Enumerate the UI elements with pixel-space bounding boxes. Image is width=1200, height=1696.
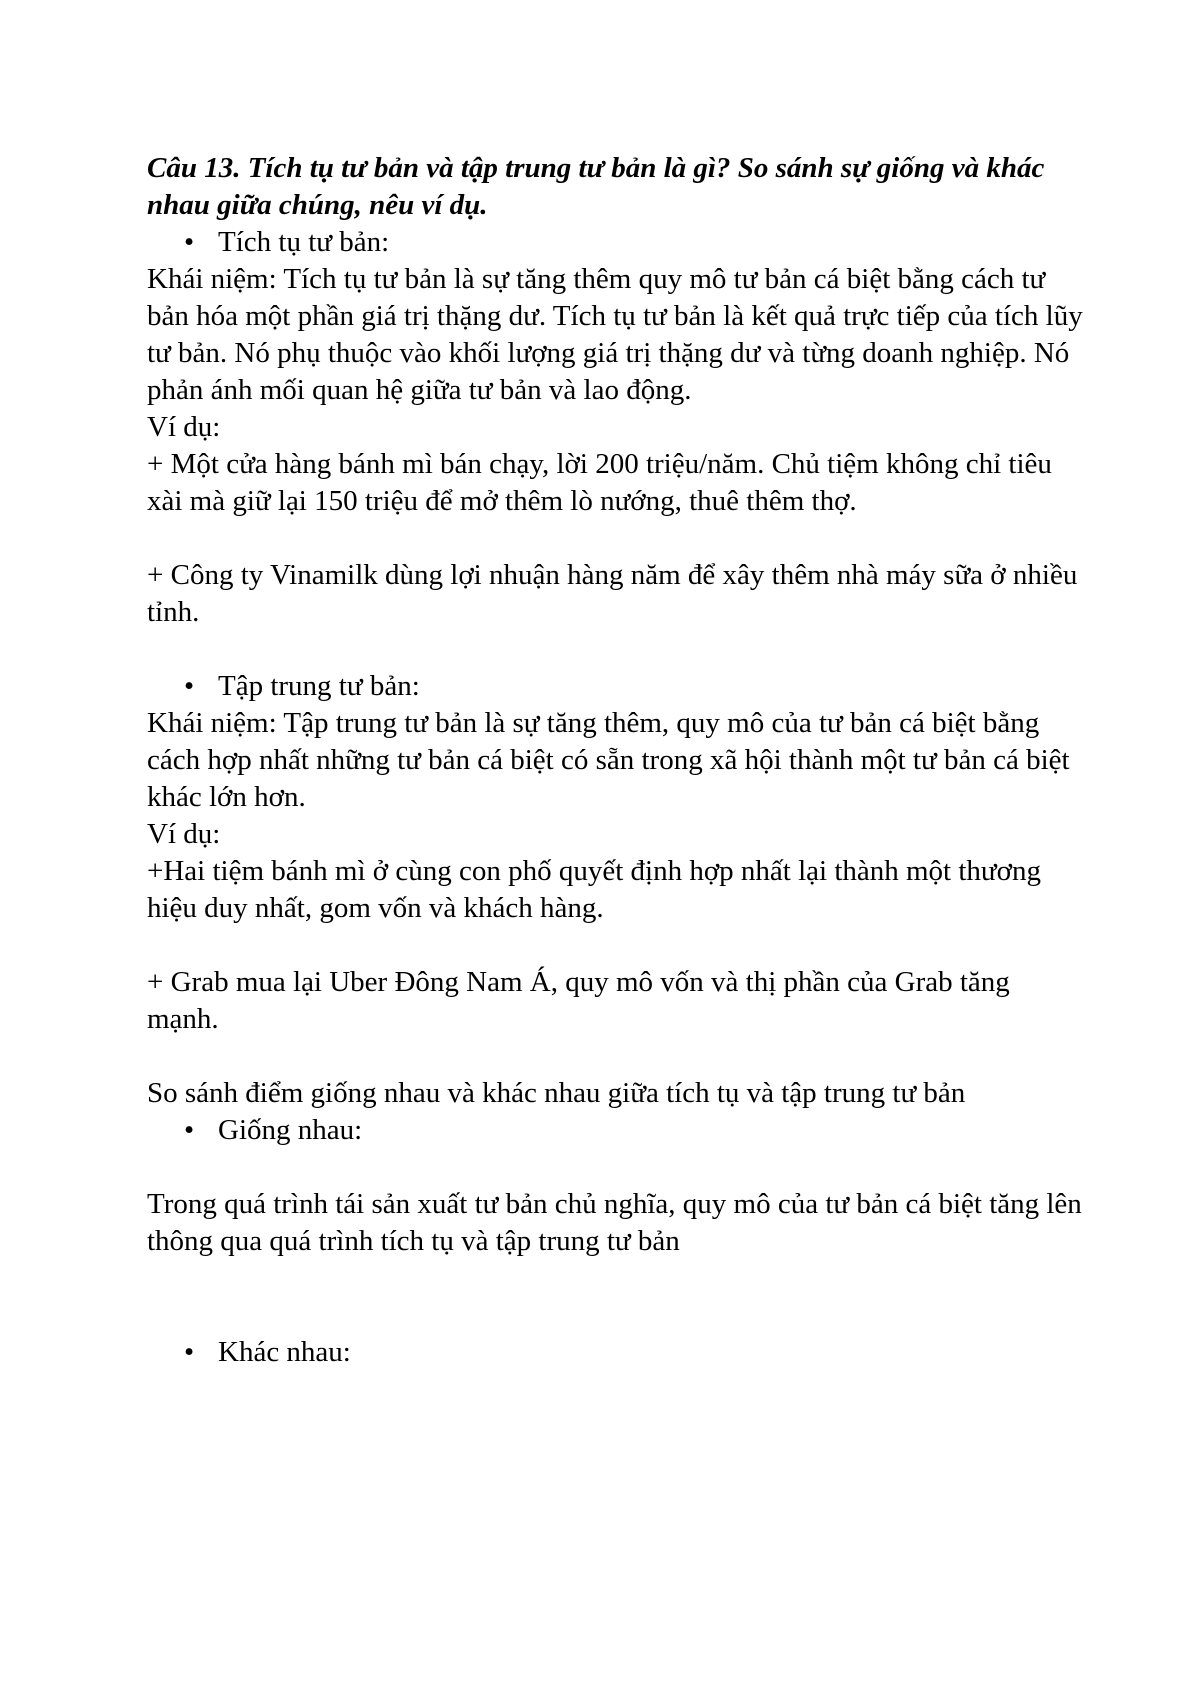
concentration-example-1: +Hai tiệm bánh mì ở cùng con phố quyết định hợp nhất lại thành một thương hiệu duy nhất, gom vốn và khách hàng.	[147, 855, 1041, 924]
accumulation-example-1: + Một cửa hàng bánh mì bán chạy, lời 200 triệu/năm. Chủ tiệm không chỉ tiêu xài mà giữ lại 150 triệu để mở thêm lò nướng, thuê thêm thợ.	[147, 448, 1052, 517]
spacer	[147, 631, 1087, 668]
spacer	[147, 1038, 1087, 1075]
comparison-intro: So sánh điểm giống nhau và khác nhau giữa tích tụ và tập trung tư bản	[147, 1077, 966, 1109]
bullet-similar-label: Giống nhau:	[218, 1114, 363, 1146]
bullet-accumulation	[147, 224, 1087, 261]
concentration-concept: Khái niệm: Tập trung tư bản là sự tăng thêm, quy mô của tư bản cá biệt bằng cách hợp nhất những tư bản cá biệt có sẵn trong xã hội thành một tư bản cá biệt khác lớn hơn.	[147, 707, 1070, 813]
bullet-dot-icon: •	[184, 1336, 195, 1368]
concentration-example-2: + Grab mua lại Uber Đông Nam Á, quy mô vốn và thị phần của Grab tăng mạnh.	[147, 966, 1010, 1035]
bullet-dot-icon: •	[184, 670, 195, 702]
spacer	[147, 927, 1087, 964]
bullet-concentration	[147, 668, 1087, 705]
accumulation-example-label: Ví dụ:	[147, 411, 221, 443]
spacer	[147, 1260, 1087, 1334]
bullet-dot-icon: •	[184, 1114, 195, 1146]
spacer	[147, 520, 1087, 557]
accumulation-example-2: + Công ty Vinamilk dùng lợi nhuận hàng năm để xây thêm nhà máy sữa ở nhiều tỉnh.	[147, 559, 1078, 628]
document-body	[147, 150, 1087, 1371]
accumulation-concept: Khái niệm: Tích tụ tư bản là sự tăng thêm quy mô tư bản cá biệt bằng cách tư bản hóa một phần giá trị thặng dư. Tích tụ tư bản là kết quả trực tiếp của tích lũy tư bản. Nó phụ thuộc vào khối lượng giá trị thặng dư và từng doanh nghiệp. Nó phản ánh mối quan hệ giữa tư bản và lao động.	[147, 263, 1083, 406]
bullet-dot-icon: •	[184, 226, 195, 258]
concentration-example-label: Ví dụ:	[147, 818, 221, 850]
spacer	[147, 1149, 1087, 1186]
similar-text: Trong quá trình tái sản xuất tư bản chủ nghĩa, quy mô của tư bản cá biệt tăng lên thông qua quá trình tích tụ và tập trung tư bản	[147, 1188, 1082, 1257]
bullet-concentration-label: Tập trung tư bản:	[218, 670, 420, 702]
bullet-accumulation-label: Tích tụ tư bản:	[218, 226, 390, 258]
bullet-different-label: Khác nhau:	[218, 1336, 351, 1368]
bullet-similar	[147, 1112, 1087, 1149]
question-heading: Câu 13. Tích tụ tư bản và tập trung tư bản là gì? So sánh sự giống và khác nhau giữa chúng, nêu ví dụ.	[147, 152, 1045, 221]
bullet-different	[147, 1334, 1087, 1371]
